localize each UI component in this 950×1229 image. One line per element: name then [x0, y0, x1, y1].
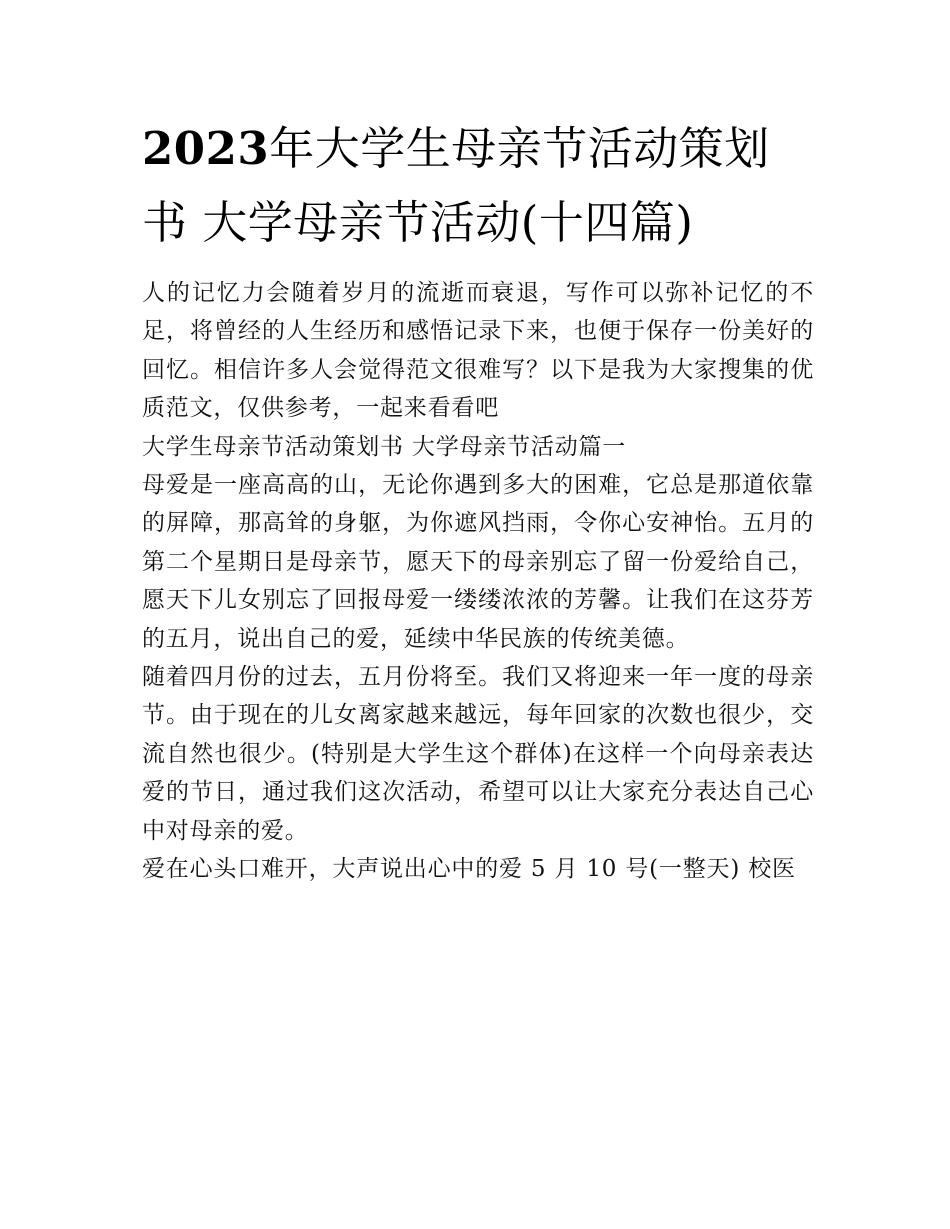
body-paragraph-2: 随着四月份的过去，五月份将至。我们又将迎来一年一度的母亲节。由于现在的儿女离家越来越远，每年回家的次数也很少，交流自然也很少。(特别是大学生这个群体)在这样一个向母亲表达爱的节日，通过我们这次活动，希望可以让大家充分表达自己心中对母亲的爱。: [142, 664, 814, 844]
document-title: [142, 112, 814, 260]
body-paragraph-3: 爱在心头口难开，大声说出心中的爱 5 月 10 号(一整天) 校医: [142, 856, 796, 883]
title-year: 2023: [142, 122, 270, 175]
intro-paragraph: 人的记忆力会随着岁月的流逝而衰退，写作可以弥补记忆的不足，将曾经的人生经历和感悟记录下来，也便于保存一份美好的回忆。相信许多人会觉得范文很难写？以下是我为大家搜集的优质范文，仅供参考，一起来看看吧: [142, 280, 814, 422]
title-text: 年大学生母亲节活动策划书 大学母亲节活动(十四篇): [142, 122, 770, 249]
body-paragraph-1: 母爱是一座高高的山，无论你遇到多大的困难，它总是那道依靠的屏障，那高耸的身躯，为你遮风挡雨，令你心安神怡。五月的第二个星期日是母亲节，愿天下的母亲别忘了留一份爱给自己，愿天下儿女别忘了回报母爱一缕缕浓浓的芳馨。让我们在这芬芳的五月，说出自己的爱，延续中华民族的传统美德。: [142, 472, 814, 652]
document-body: [142, 112, 814, 889]
section-heading: 大学生母亲节活动策划书 大学母亲节活动篇一: [142, 433, 627, 460]
